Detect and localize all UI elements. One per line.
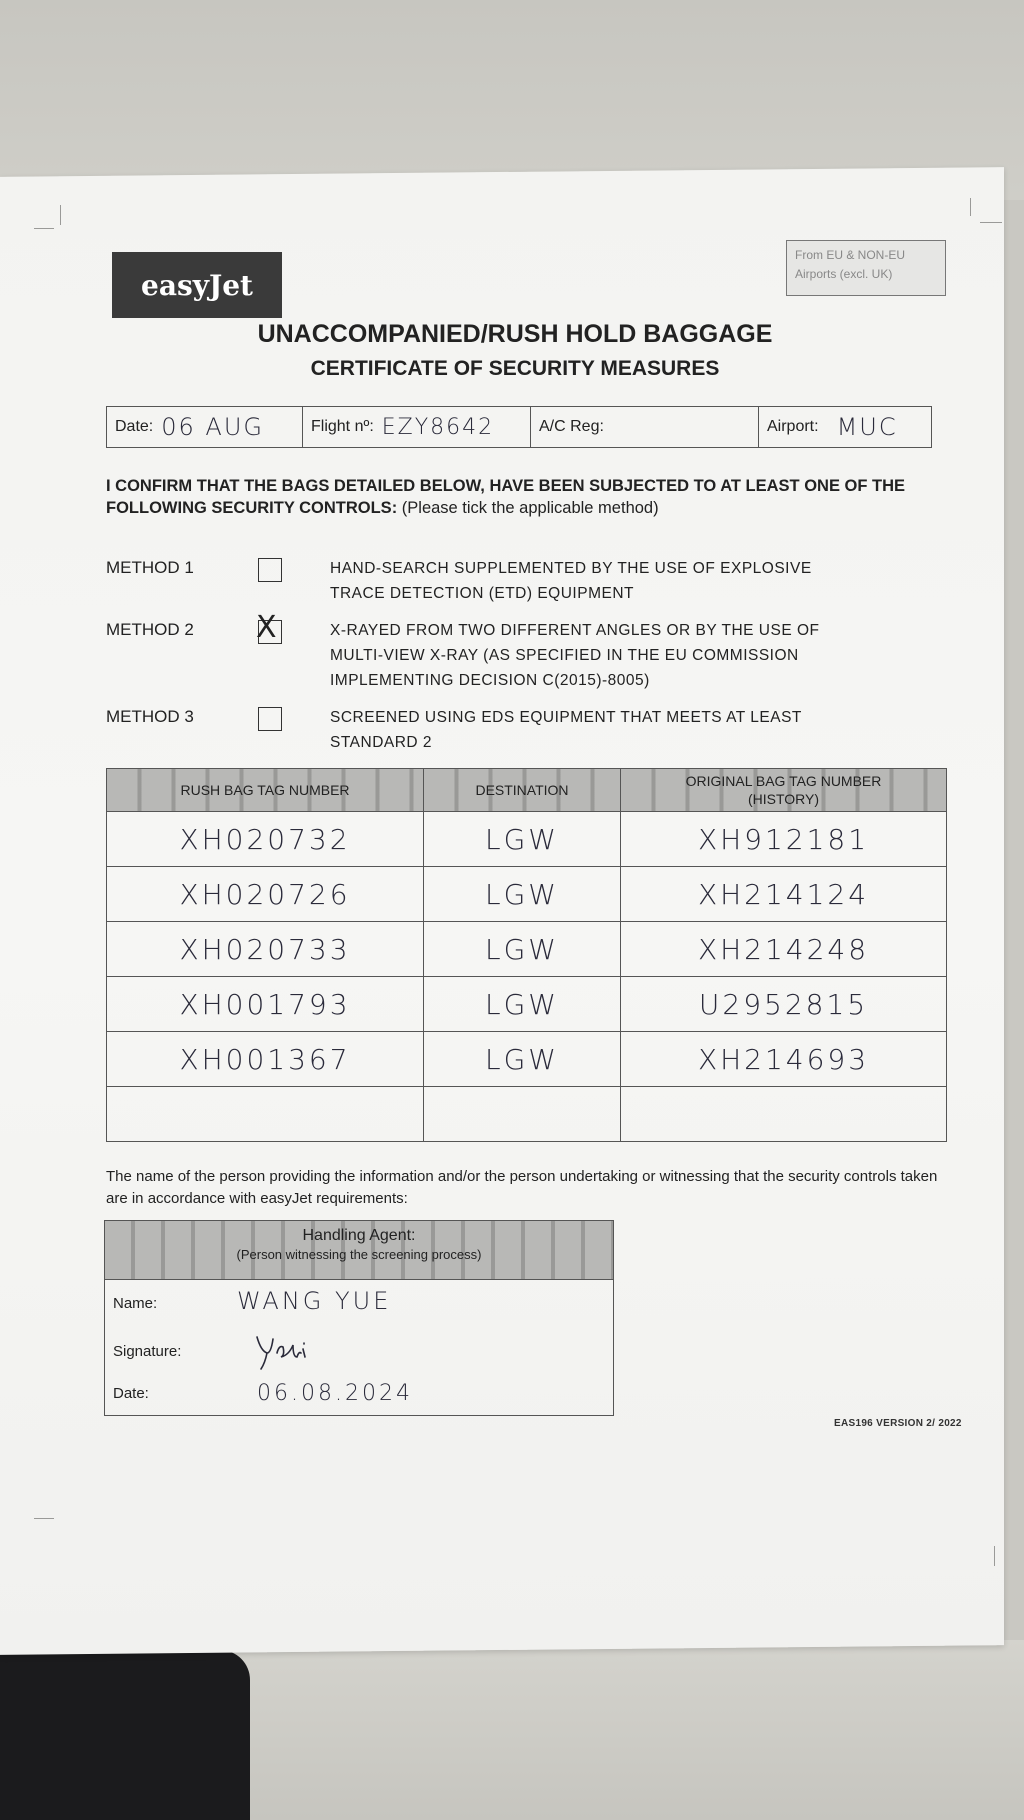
confirmation-instruction: (Please tick the applicable method) <box>401 499 659 517</box>
crop-mark <box>994 1546 995 1566</box>
original-tag-number: U2952815 <box>698 987 869 1021</box>
column-header-destination: DESTINATION <box>424 769 621 812</box>
destination-cell <box>424 977 621 1032</box>
name-label: Name: <box>113 1295 158 1312</box>
easyjet-logo: easyJet <box>112 252 282 318</box>
original-tag-cell <box>621 1087 947 1142</box>
method-description <box>330 556 890 606</box>
method-3-checkbox[interactable] <box>258 707 282 731</box>
original-tag-cell <box>621 867 947 922</box>
version-label: EAS196 VERSION 2/ 2022 <box>834 1418 962 1429</box>
rush-tag-cell <box>107 812 424 867</box>
table-header-row <box>107 769 947 812</box>
flight-cell <box>303 407 531 447</box>
header-line: ORIGINAL BAG TAG NUMBER <box>685 773 882 789</box>
crop-mark <box>970 198 971 216</box>
flight-value: EZY8642 <box>381 414 495 440</box>
airport-cell <box>759 407 931 447</box>
method-desc-line: X-RAYED FROM TWO DIFFERENT ANGLES OR BY THE USE OF <box>330 622 820 639</box>
handling-agent-header <box>105 1221 613 1280</box>
table-row <box>107 1087 947 1142</box>
column-header-rush: RUSH BAG TAG NUMBER <box>107 769 424 812</box>
destination-cell <box>424 812 621 867</box>
rush-tag-cell <box>107 1087 424 1142</box>
signature-label: Signature: <box>113 1343 182 1360</box>
destination-code: LGW <box>485 877 559 911</box>
form-title: UNACCOMPANIED/RUSH HOLD BAGGAGE <box>257 320 773 348</box>
crop-mark <box>60 205 61 225</box>
destination-cell <box>424 867 621 922</box>
checkmark-x-icon: X <box>256 610 277 645</box>
original-tag-number: XH214124 <box>697 877 870 911</box>
rush-tag-cell <box>107 1032 424 1087</box>
handling-agent-title: Handling Agent: <box>302 1227 416 1244</box>
rush-tag-cell <box>107 977 424 1032</box>
method-desc-line: MULTI-VIEW X-RAY (AS SPECIFIED IN THE EU COMMISSION <box>330 647 799 664</box>
signature-image <box>253 1331 313 1371</box>
form-subtitle: CERTIFICATE OF SECURITY MEASURES <box>310 357 720 380</box>
method-1-checkbox[interactable] <box>258 558 282 582</box>
destination-cell <box>424 1032 621 1087</box>
flight-label: Flight nº: <box>311 418 374 435</box>
header-line: (HISTORY) <box>747 791 820 807</box>
original-tag-cell <box>621 1032 947 1087</box>
column-header-original <box>621 769 947 812</box>
table-row <box>107 922 947 977</box>
rush-tag-cell <box>107 867 424 922</box>
destination-code: LGW <box>485 987 559 1021</box>
rush-tag-number: XH020733 <box>179 932 351 966</box>
origin-line: Airports (excl. UK) <box>795 267 893 281</box>
airport-label: Airport: <box>767 418 819 435</box>
method-2-checkbox[interactable] <box>256 610 282 645</box>
handling-agent-subtitle: (Person witnessing the screening process) <box>236 1247 482 1262</box>
reg-label: A/C Reg: <box>539 418 604 435</box>
name-value: WANG YUE <box>237 1287 392 1315</box>
method-label: METHOD 3 <box>106 707 194 726</box>
method-desc-line: IMPLEMENTING DECISION C(2015)-8005) <box>330 672 650 689</box>
flight-info-row <box>106 406 932 448</box>
destination-cell <box>424 1087 621 1142</box>
crop-mark <box>34 1518 54 1519</box>
original-tag-cell <box>621 922 947 977</box>
method-description <box>330 705 890 755</box>
destination-cell <box>424 922 621 977</box>
crop-mark <box>34 228 54 229</box>
original-tag-number: XH214693 <box>697 1042 870 1076</box>
date-label: Date: <box>115 418 154 435</box>
origin-line: From EU & NON-EU <box>795 248 906 262</box>
rush-tag-number: XH001793 <box>179 987 351 1021</box>
rush-tag-number: XH001367 <box>179 1042 351 1076</box>
method-label: METHOD 2 <box>106 620 194 639</box>
original-tag-number: XH912181 <box>697 822 870 856</box>
method-desc-line: SCREENED USING EDS EQUIPMENT THAT MEETS AT LEAST <box>330 709 802 726</box>
reg-cell <box>531 407 759 447</box>
responsibility-statement: The name of the person providing the information and/or the person undertaking or witnessing that the security controls taken are in accordance with easyJet requirements: <box>106 1168 938 1207</box>
destination-code: LGW <box>485 1042 559 1076</box>
destination-code: LGW <box>485 822 559 856</box>
date-cell <box>107 407 303 447</box>
method-description <box>330 618 890 693</box>
date-value: 06 AUG <box>161 413 264 441</box>
crop-mark <box>980 222 1002 223</box>
destination-code: LGW <box>485 932 559 966</box>
rush-tag-number: XH020726 <box>179 877 351 911</box>
date-label: Date: <box>113 1385 149 1402</box>
original-tag-cell <box>621 977 947 1032</box>
method-desc-line: HAND-SEARCH SUPPLEMENTED BY THE USE OF EXPLOSIVE <box>330 560 812 577</box>
rush-tag-cell <box>107 922 424 977</box>
rush-tag-number: XH020732 <box>179 822 351 856</box>
method-desc-line: TRACE DETECTION (ETD) EQUIPMENT <box>330 585 634 602</box>
table-row <box>107 1032 947 1087</box>
handling-agent-box <box>104 1220 614 1416</box>
confirmation-text <box>106 475 936 519</box>
dark-object <box>0 1650 250 1820</box>
original-tag-cell <box>621 812 947 867</box>
confirmation-statement: I CONFIRM THAT THE BAGS DETAILED BELOW, HAVE BEEN SUBJECTED TO AT LEAST ONE OF THE FOLLOWING SECURITY CONTROLS: <box>106 477 906 517</box>
original-tag-number: XH214248 <box>697 932 870 966</box>
date-value: 06.08.2024 <box>257 1381 413 1406</box>
origin-note <box>786 240 946 296</box>
airport-value: MUC <box>836 413 898 441</box>
method-desc-line: STANDARD 2 <box>330 734 433 751</box>
method-label: METHOD 1 <box>106 558 194 577</box>
table-row <box>107 867 947 922</box>
bag-table <box>106 768 947 1142</box>
table-row <box>107 812 947 867</box>
table-row <box>107 977 947 1032</box>
